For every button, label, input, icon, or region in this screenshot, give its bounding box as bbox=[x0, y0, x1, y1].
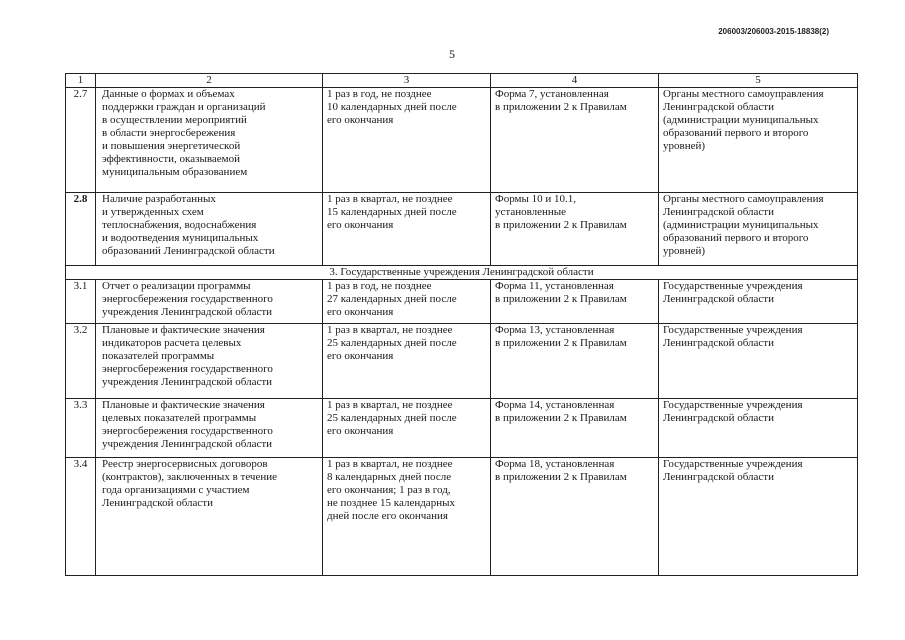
indicator-cell: Реестр энергосервисных договоров (контрактов), заключенных в течение года организациями с участием Ленинградской области bbox=[96, 458, 323, 576]
table-row bbox=[66, 280, 858, 324]
period-cell: 1 раз в квартал, не позднее 15 календарных дней после его окончания bbox=[323, 193, 491, 266]
row-number: 3.1 bbox=[66, 280, 96, 324]
page-number: 5 bbox=[449, 47, 455, 61]
reporting-table bbox=[65, 73, 858, 576]
table-row bbox=[66, 458, 858, 576]
responsible-cell: Органы местного самоуправления Ленинградской области (администрации муниципальных образований первого и второго уровней) bbox=[659, 88, 858, 193]
responsible-cell: Государственные учреждения Ленинградской области bbox=[659, 280, 858, 324]
table-row bbox=[66, 88, 858, 193]
indicator-cell: Данные о формах и объемах поддержки граждан и организаций в осуществлении мероприятий в области энергосбережения и повышения энергетической эффективности, оказываемой муниципальным образованием bbox=[96, 88, 323, 193]
section-row bbox=[66, 266, 858, 280]
row-number: 2.8 bbox=[66, 193, 96, 266]
responsible-cell: Органы местного самоуправления Ленинградской области (администрации муниципальных образований первого и второго уровней) bbox=[659, 193, 858, 266]
period-cell: 1 раз в год, не позднее 27 календарных дней после его окончания bbox=[323, 280, 491, 324]
section-title: 3. Государственные учреждения Ленинградской области bbox=[66, 266, 858, 280]
indicator-cell: Наличие разработанных и утвержденных схем теплоснабжения, водоснабжения и водоотведения муниципальных образований Ленинградской области bbox=[96, 193, 323, 266]
row-number: 2.7 bbox=[66, 88, 96, 193]
period-cell: 1 раз в квартал, не позднее 25 календарных дней после его окончания bbox=[323, 324, 491, 399]
row-number: 3.3 bbox=[66, 399, 96, 458]
table-row bbox=[66, 324, 858, 399]
header-cell: 2 bbox=[96, 74, 323, 88]
responsible-cell: Государственные учреждения Ленинградской области bbox=[659, 458, 858, 576]
period-cell: 1 раз в год, не позднее 10 календарных дней после его окончания bbox=[323, 88, 491, 193]
indicator-cell: Отчет о реализации программы энергосбережения государственного учреждения Ленинградской области bbox=[96, 280, 323, 324]
header-cell: 1 bbox=[66, 74, 96, 88]
document-id: 206003/206003-2015-18838(2) bbox=[718, 27, 829, 36]
header-cell: 5 bbox=[659, 74, 858, 88]
form-cell: Форма 13, установленная в приложении 2 к Правилам bbox=[491, 324, 659, 399]
form-cell: Форма 14, установленная в приложении 2 к Правилам bbox=[491, 399, 659, 458]
form-cell: Форма 18, установленная в приложении 2 к Правилам bbox=[491, 458, 659, 576]
form-cell: Формы 10 и 10.1, установленные в приложении 2 к Правилам bbox=[491, 193, 659, 266]
form-cell: Форма 11, установленная в приложении 2 к Правилам bbox=[491, 280, 659, 324]
indicator-cell: Плановые и фактические значения индикаторов расчета целевых показателей программы энергосбережения государственного учреждения Ленинградской области bbox=[96, 324, 323, 399]
responsible-cell: Государственные учреждения Ленинградской области bbox=[659, 399, 858, 458]
header-cell: 3 bbox=[323, 74, 491, 88]
form-cell: Форма 7, установленная в приложении 2 к Правилам bbox=[491, 88, 659, 193]
header-cell: 4 bbox=[491, 74, 659, 88]
indicator-cell: Плановые и фактические значения целевых показателей программы энергосбережения государственного учреждения Ленинградской области bbox=[96, 399, 323, 458]
row-number: 3.2 bbox=[66, 324, 96, 399]
table-row bbox=[66, 399, 858, 458]
table-header-row bbox=[66, 74, 858, 88]
period-cell: 1 раз в квартал, не позднее 8 календарных дней после его окончания; 1 раз в год, не позднее 15 календарных дней после его окончания bbox=[323, 458, 491, 576]
responsible-cell: Государственные учреждения Ленинградской области bbox=[659, 324, 858, 399]
table-row bbox=[66, 193, 858, 266]
period-cell: 1 раз в квартал, не позднее 25 календарных дней после его окончания bbox=[323, 399, 491, 458]
row-number: 3.4 bbox=[66, 458, 96, 576]
